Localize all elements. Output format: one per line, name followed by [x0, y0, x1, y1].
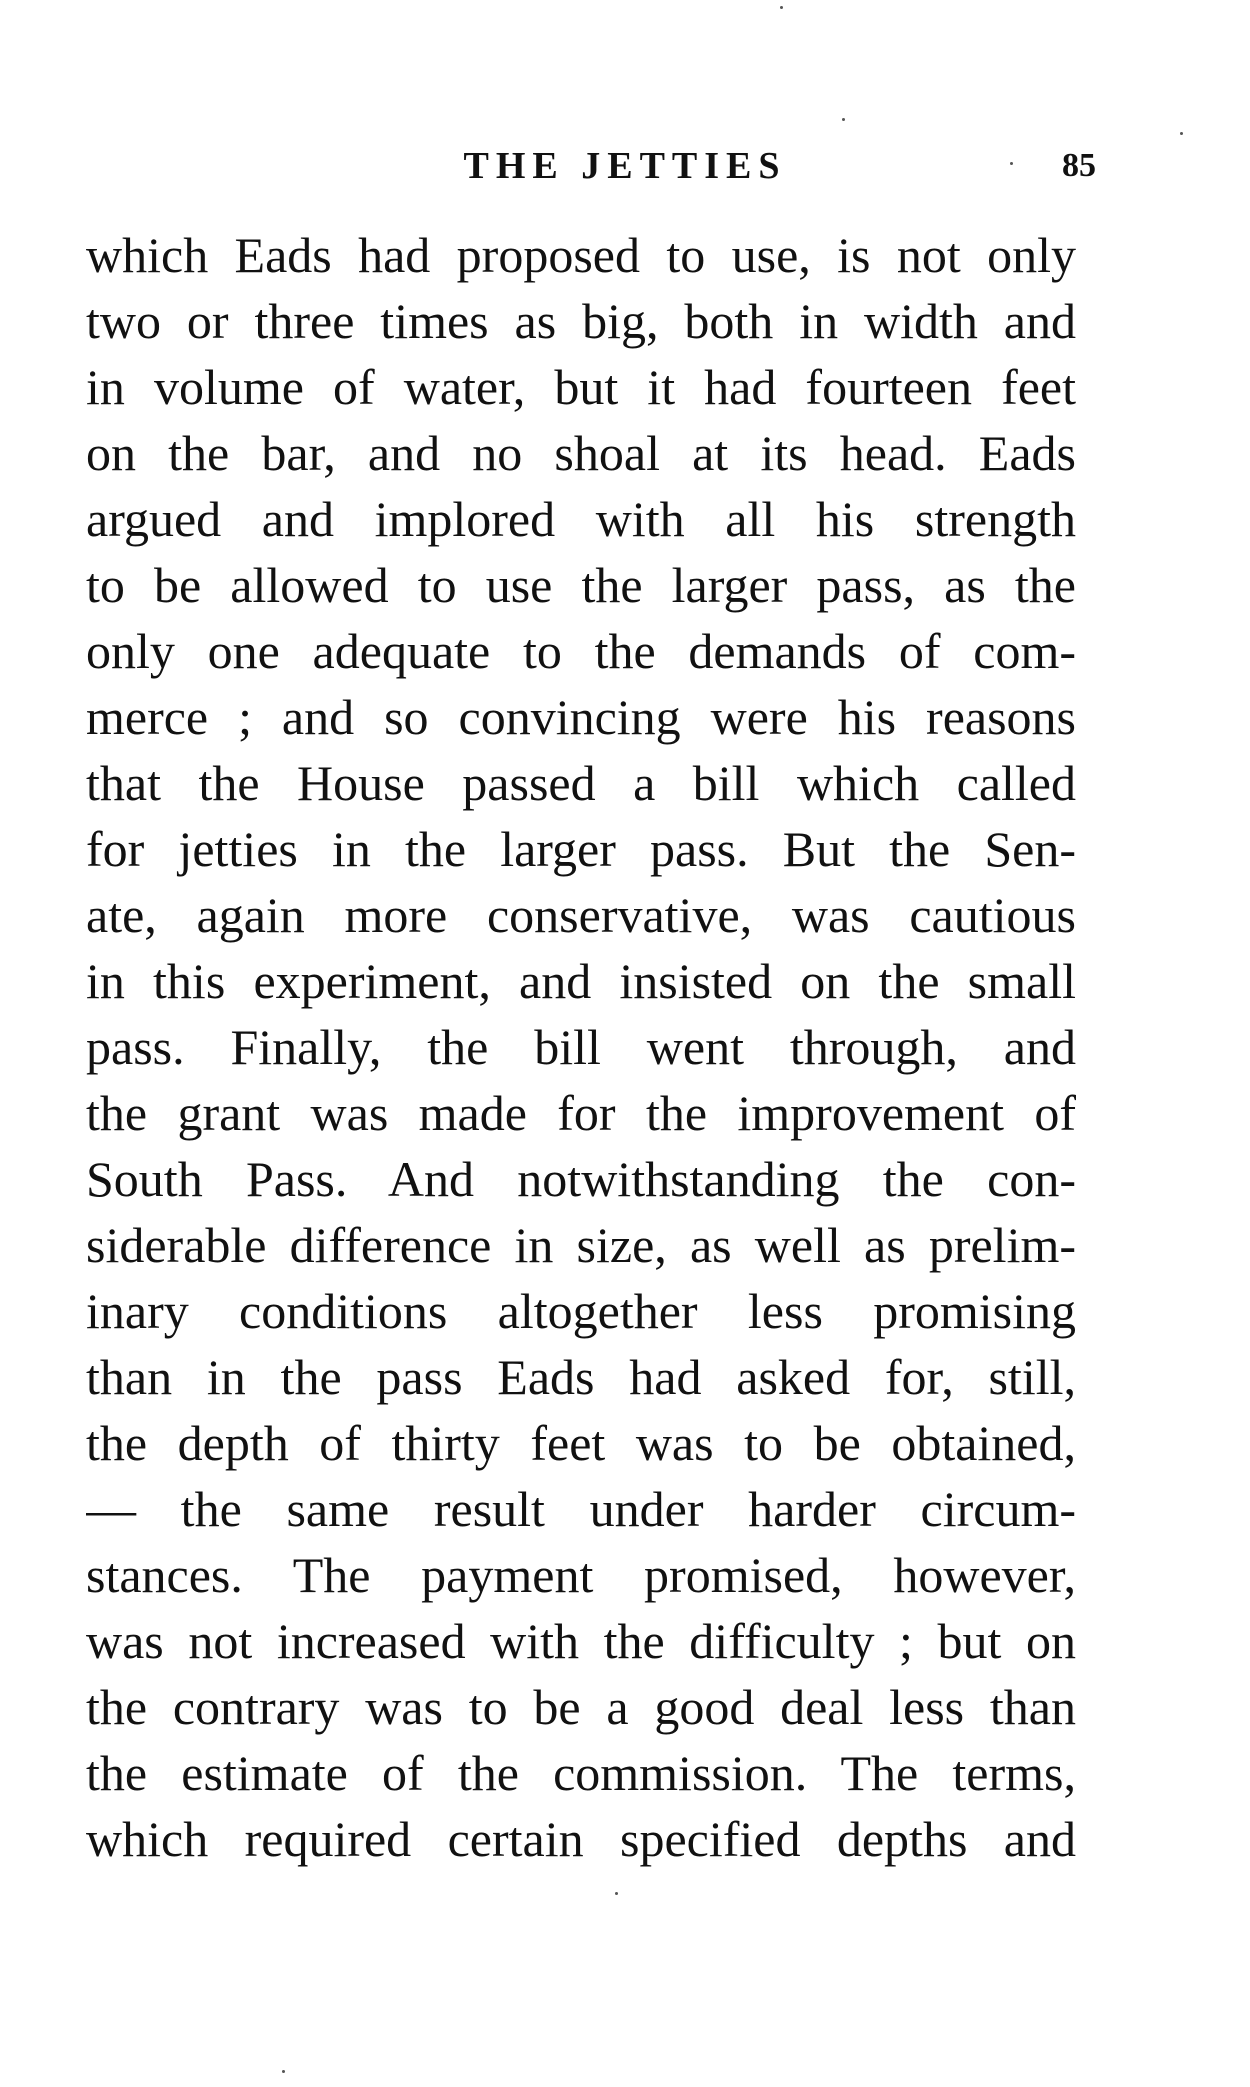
text-line: two or three times as big, both in width and: [86, 293, 1076, 349]
text-line: the estimate of the commission. The terms,: [86, 1745, 1076, 1801]
text-line: which required certain specified depths and: [86, 1811, 1076, 1867]
paper-speck: [780, 6, 783, 9]
text-line: to be allowed to use the larger pass, as the: [86, 557, 1076, 613]
text-line: the contrary was to be a good deal less than: [86, 1679, 1076, 1735]
text-line: than in the pass Eads had asked for, still,: [86, 1349, 1076, 1405]
text-line: in this experiment, and insisted on the small: [86, 953, 1076, 1009]
text-line: on the bar, and no shoal at its head. Eads: [86, 425, 1076, 481]
text-line: for jetties in the larger pass. But the Sen-: [86, 821, 1076, 877]
text-line: ate, again more conservative, was cautious: [86, 887, 1076, 943]
text-line: — the same result under harder circum-: [86, 1481, 1076, 1537]
paper-speck: [282, 2070, 285, 2073]
text-line: only one adequate to the demands of com-: [86, 623, 1076, 679]
text-line: that the House passed a bill which called: [86, 755, 1076, 811]
text-line: pass. Finally, the bill went through, and: [86, 1019, 1076, 1075]
text-line: siderable difference in size, as well as prelim-: [86, 1217, 1076, 1273]
paper-speck: [615, 1892, 618, 1895]
text-line: in volume of water, but it had fourteen feet: [86, 359, 1076, 415]
text-line: was not increased with the difficulty ; but on: [86, 1613, 1076, 1669]
text-line: South Pass. And notwithstanding the con-: [86, 1151, 1076, 1207]
text-line: inary conditions altogether less promising: [86, 1283, 1076, 1339]
paper-speck: [1180, 132, 1183, 135]
text-line: stances. The payment promised, however,: [86, 1547, 1076, 1603]
text-line: merce ; and so convincing were his reasons: [86, 689, 1076, 745]
text-line: the grant was made for the improvement of: [86, 1085, 1076, 1141]
chapter-title: THE JETTIES: [463, 145, 787, 187]
body-text: [86, 222, 1076, 1872]
running-head: [0, 138, 1250, 194]
text-line: argued and implored with all his strength: [86, 491, 1076, 547]
text-line: which Eads had proposed to use, is not only: [86, 227, 1076, 283]
paper-speck: [1010, 162, 1013, 165]
text-line: the depth of thirty feet was to be obtained,: [86, 1415, 1076, 1471]
paper-speck: [842, 118, 845, 121]
page-number: 85: [1062, 147, 1096, 184]
